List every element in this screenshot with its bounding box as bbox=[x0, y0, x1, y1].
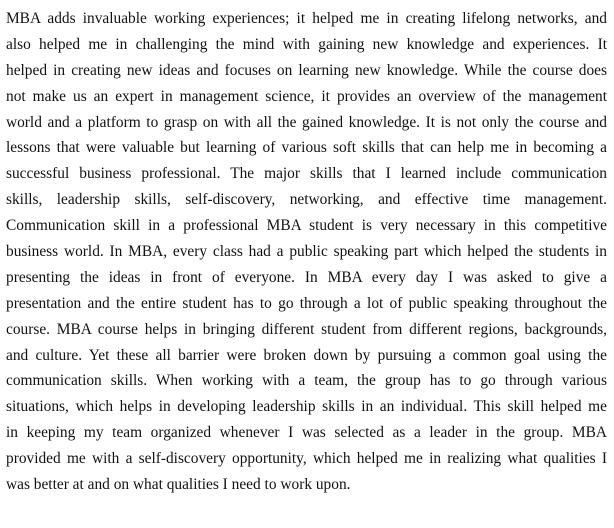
text-line: world and a platform to grasp on with all the gained knowledge. It is not only the course and bbox=[6, 113, 607, 131]
paragraph bbox=[6, 6, 607, 498]
text-line: course. MBA course helps in bringing different student from different regions, backgrounds, bbox=[6, 320, 607, 338]
text-line: and culture. Yet these all barrier were broken down by pursuing a common goal using the bbox=[6, 346, 607, 364]
text-line: skills, leadership skills, self-discovery, networking, and effective time management. bbox=[6, 191, 607, 209]
text-line: also helped me in challenging the mind with gaining new knowledge and experiences. It bbox=[6, 35, 607, 53]
text-line: not make us an expert in management science, it provides an overview of the management bbox=[6, 87, 607, 105]
text-line: in keeping my team organized whenever I was selected as a leader in the group. MBA bbox=[6, 424, 607, 442]
text-line: MBA adds invaluable working experiences; it helped me in creating lifelong networks, and bbox=[6, 10, 607, 27]
text-line: situations, which helps in developing leadership skills in an individual. This skill helped me bbox=[6, 398, 607, 416]
text-line: was better at and on what qualities I need to work upon. bbox=[6, 476, 351, 494]
text-line: successful business professional. The major skills that I learned include communication bbox=[6, 165, 607, 183]
text-line: presenting the ideas in front of everyone. In MBA every day I was asked to give a bbox=[6, 268, 607, 286]
text-line: Communication skill in a professional MBA student is very necessary in this competitive bbox=[6, 217, 607, 235]
text-line: business world. In MBA, every class had a public speaking part which helped the students in bbox=[6, 243, 607, 261]
text-line: provided me with a self-discovery opportunity, which helped me in realizing what qualities I bbox=[6, 450, 607, 468]
text-line: presentation and the entire student has to go through a lot of public speaking throughout the bbox=[6, 294, 607, 312]
text-line: lessons that were valuable but learning of various soft skills that can help me in becoming a bbox=[6, 139, 607, 157]
text-line: communication skills. When working with a team, the group has to go through various bbox=[6, 372, 607, 390]
text-line: helped in creating new ideas and focuses on learning new knowledge. While the course does bbox=[6, 61, 607, 79]
